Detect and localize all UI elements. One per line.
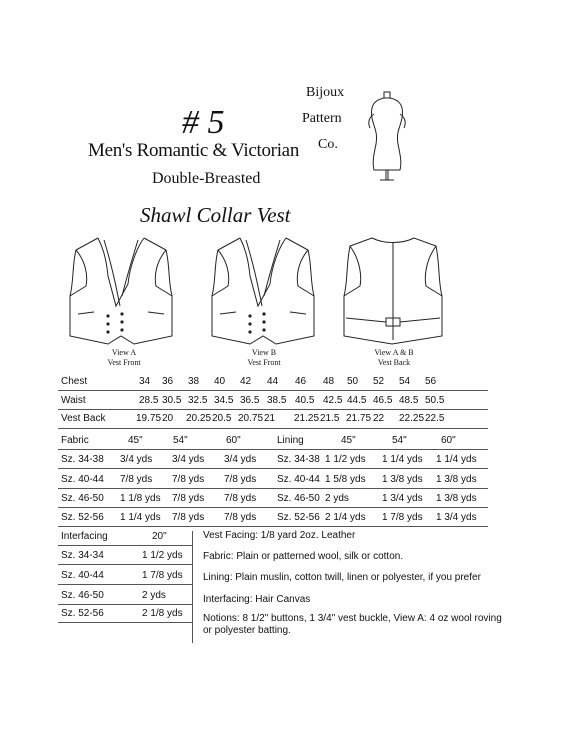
fabric-cell: Sz. 34-38 <box>61 454 104 465</box>
vest-front-view-a <box>68 236 174 346</box>
fabric-header-cell: 45" <box>341 435 356 446</box>
fabric-cell: 7/8 yds <box>224 493 257 504</box>
fabric-row-divider <box>58 526 488 527</box>
pattern-garment: Shawl Collar Vest <box>140 203 291 227</box>
size-cell: 20.25 <box>186 413 212 424</box>
size-row-label: Chest <box>61 376 88 387</box>
size-cell: 34.5 <box>214 395 234 406</box>
note-fabric: Fabric: Plain or patterned wool, silk or cotton. <box>203 551 404 562</box>
size-cell: 36.5 <box>240 395 260 406</box>
size-cell: 19.75 <box>136 413 162 424</box>
interfacing-cell: 2 1/8 yds <box>142 608 183 619</box>
fabric-cell: 2 1/4 yds <box>325 512 366 523</box>
interfacing-cell: 1 7/8 yds <box>142 570 183 581</box>
size-cell: 50.5 <box>425 395 445 406</box>
fabric-cell: 1 1/4 yds <box>436 454 477 465</box>
size-cell: 42.5 <box>323 395 343 406</box>
size-cell: 56 <box>425 376 437 387</box>
view-b-title: View B <box>251 348 277 357</box>
size-cell: 54 <box>399 376 411 387</box>
fabric-cell: Sz. 34-38 <box>277 454 320 465</box>
fabric-cell: Sz. 40-44 <box>277 474 320 485</box>
fabric-cell: Sz. 46-50 <box>277 493 320 504</box>
size-cell: 32.5 <box>188 395 208 406</box>
fabric-header-cell: Fabric <box>61 435 89 446</box>
view-a-subtitle: Vest Front <box>107 358 141 367</box>
size-cell: 46.5 <box>373 395 393 406</box>
view-a-title: View A <box>111 348 137 357</box>
fabric-cell: Sz. 52-56 <box>61 512 104 523</box>
fabric-cell: 3/4 yds <box>120 454 153 465</box>
fabric-header-cell: 60" <box>441 435 456 446</box>
fabric-cell: 7/8 yds <box>172 512 205 523</box>
fabric-cell: 1 7/8 yds <box>382 512 423 523</box>
size-cell: 20 <box>162 413 174 424</box>
fabric-header-cell: 54" <box>173 435 188 446</box>
size-cell: 34 <box>139 376 151 387</box>
size-cell: 22.25 <box>399 413 425 424</box>
fabric-cell: 1 3/8 yds <box>436 474 477 485</box>
vest-back-view <box>342 236 444 346</box>
interfacing-row-divider <box>58 604 192 605</box>
interfacing-cell: 1 1/2 yds <box>142 550 183 561</box>
size-cell: 40 <box>214 376 226 387</box>
interfacing-column-divider <box>192 531 193 643</box>
fabric-cell: 1 1/2 yds <box>325 454 366 465</box>
interfacing-header-divider <box>58 545 192 546</box>
size-cell: 21.75 <box>346 413 372 424</box>
interfacing-cell: Sz. 46-50 <box>61 590 104 601</box>
fabric-cell: 7/8 yds <box>172 474 205 485</box>
fabric-row-divider <box>58 468 488 469</box>
interfacing-cell: Sz. 52-56 <box>61 608 104 619</box>
interfacing-cell: 2 yds <box>142 590 166 601</box>
note-facing: Vest Facing: 1/8 yard 2oz. Leather <box>203 530 356 541</box>
fabric-cell: 3/4 yds <box>172 454 205 465</box>
view-back-title: View A & B <box>374 348 414 357</box>
note-notions-1: Notions: 8 1/2" buttons, 1 3/4" vest buckle, View A: 4 oz wool roving <box>203 613 502 624</box>
dress-form-icon <box>362 84 412 184</box>
size-cell: 21.5 <box>320 413 340 424</box>
view-a-caption <box>84 348 164 368</box>
size-row-label: Waist <box>61 395 86 406</box>
fabric-cell: 1 5/8 yds <box>325 474 366 485</box>
fabric-cell: 1 1/4 yds <box>120 512 161 523</box>
fabric-row-divider <box>58 488 488 489</box>
size-cell: 46 <box>295 376 307 387</box>
size-cell: 38 <box>188 376 200 387</box>
brand-line-3: Co. <box>318 137 338 152</box>
fabric-cell: 7/8 yds <box>120 474 153 485</box>
size-cell: 21 <box>264 413 276 424</box>
fabric-cell: 1 3/4 yds <box>436 512 477 523</box>
view-b-subtitle: Vest Front <box>247 358 281 367</box>
interfacing-row-divider <box>58 622 192 623</box>
fabric-cell: 2 yds <box>325 493 349 504</box>
brand-line-2: Pattern <box>302 111 342 126</box>
interfacing-cell: Sz. 34-34 <box>61 550 104 561</box>
pattern-number: # 5 <box>182 104 225 141</box>
size-row-label: Vest Back <box>61 413 106 424</box>
size-cell: 22 <box>373 413 385 424</box>
size-cell: 20.5 <box>212 413 232 424</box>
size-cell: 22.5 <box>425 413 445 424</box>
interfacing-row-divider <box>58 564 192 565</box>
fabric-cell: 1 3/4 yds <box>382 493 423 504</box>
view-back-caption <box>354 348 434 368</box>
fabric-cell: 1 3/8 yds <box>382 474 423 485</box>
size-cell: 50 <box>347 376 359 387</box>
interfacing-row-divider <box>58 584 192 585</box>
size-row-divider <box>58 409 488 410</box>
fabric-cell: Sz. 40-44 <box>61 474 104 485</box>
size-cell: 21.25 <box>294 413 320 424</box>
size-cell: 30.5 <box>162 395 182 406</box>
fabric-cell: Sz. 52-56 <box>277 512 320 523</box>
size-cell: 40.5 <box>295 395 315 406</box>
interfacing-header-cell: 20" <box>152 531 167 542</box>
size-cell: 48.5 <box>399 395 419 406</box>
fabric-header-cell: Lining <box>277 435 304 446</box>
size-cell: 36 <box>162 376 174 387</box>
note-lining: Lining: Plain muslin, cotton twill, linen or polyester, if you prefer <box>203 572 481 583</box>
note-interfacing: Interfacing: Hair Canvas <box>203 594 311 605</box>
fabric-cell: Sz. 46-50 <box>61 493 104 504</box>
pattern-style: Double-Breasted <box>152 170 261 187</box>
fabric-row-divider <box>58 507 488 508</box>
fabric-cell: 7/8 yds <box>224 474 257 485</box>
fabric-cell: 7/8 yds <box>172 493 205 504</box>
size-cell: 38.5 <box>267 395 287 406</box>
size-cell: 20.75 <box>238 413 264 424</box>
view-back-subtitle: Vest Back <box>377 358 411 367</box>
fabric-header-divider <box>58 449 488 450</box>
size-row-divider <box>58 428 488 429</box>
size-cell: 52 <box>373 376 385 387</box>
vest-front-view-b <box>210 236 316 346</box>
fabric-cell: 3/4 yds <box>224 454 257 465</box>
fabric-cell: 7/8 yds <box>224 512 257 523</box>
view-b-caption <box>224 348 304 368</box>
note-notions-2: or polyester batting. <box>203 625 291 636</box>
size-row-divider <box>58 390 488 391</box>
fabric-cell: 1 1/8 yds <box>120 493 161 504</box>
size-cell: 48 <box>323 376 335 387</box>
interfacing-header-cell: Interfacing <box>61 531 108 542</box>
size-cell: 44 <box>267 376 279 387</box>
fabric-header-cell: 54" <box>392 435 407 446</box>
fabric-header-cell: 45" <box>128 435 143 446</box>
interfacing-cell: Sz. 40-44 <box>61 570 104 581</box>
size-cell: 42 <box>240 376 252 387</box>
fabric-header-cell: 60" <box>226 435 241 446</box>
pattern-subtitle: Men's Romantic & Victorian <box>88 140 300 161</box>
size-cell: 44.5 <box>347 395 367 406</box>
fabric-cell: 1 1/4 yds <box>382 454 423 465</box>
fabric-cell: 1 3/8 yds <box>436 493 477 504</box>
size-cell: 28.5 <box>139 395 159 406</box>
brand-line-1: Bijoux <box>306 85 345 100</box>
